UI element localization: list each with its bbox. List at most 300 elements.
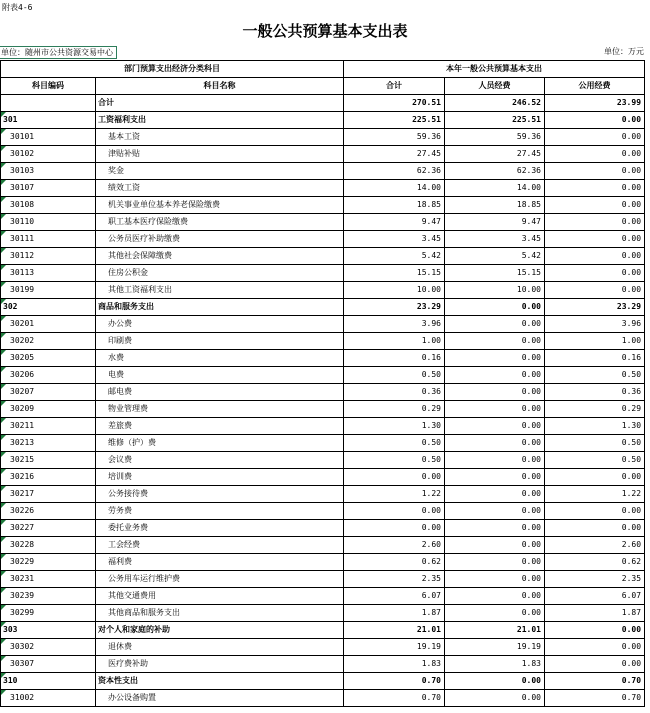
name-cell[interactable]: [96, 469, 344, 486]
public-cell[interactable]: [545, 639, 645, 656]
cell-text: 30307: [10, 659, 35, 668]
total-cell[interactable]: [344, 673, 445, 690]
name-cell[interactable]: [96, 180, 344, 197]
public-cell[interactable]: [545, 146, 645, 163]
name-cell[interactable]: [96, 384, 344, 401]
cell-marker-icon: [1, 571, 6, 576]
personnel-cell[interactable]: [445, 231, 545, 248]
code-cell[interactable]: [1, 520, 96, 537]
public-cell[interactable]: [545, 95, 645, 112]
personnel-cell[interactable]: [445, 350, 545, 367]
table-row: [1, 656, 645, 673]
total-cell[interactable]: [344, 435, 445, 452]
public-cell[interactable]: [545, 333, 645, 350]
cell-text: 其他交通费用: [108, 591, 156, 600]
cell-text: 62.36: [416, 166, 441, 175]
personnel-cell[interactable]: [445, 146, 545, 163]
personnel-cell[interactable]: [445, 95, 545, 112]
public-cell[interactable]: [545, 112, 645, 129]
code-cell[interactable]: [1, 537, 96, 554]
personnel-cell[interactable]: [445, 248, 545, 265]
attachment-label: 附表4-6: [2, 3, 33, 12]
name-cell[interactable]: [96, 418, 344, 435]
name-cell[interactable]: [96, 197, 344, 214]
unit-name-cell[interactable]: 单位：随州市公共资源交易中心: [0, 46, 117, 59]
name-cell[interactable]: [96, 622, 344, 639]
total-cell[interactable]: [344, 656, 445, 673]
personnel-cell[interactable]: [445, 401, 545, 418]
name-cell[interactable]: [96, 265, 344, 282]
personnel-cell[interactable]: [445, 333, 545, 350]
column-header-code: 科目编码: [1, 78, 96, 95]
code-cell[interactable]: [1, 588, 96, 605]
total-cell[interactable]: [344, 418, 445, 435]
cell-text: 0.00: [521, 676, 541, 685]
table-row: [1, 231, 645, 248]
total-cell[interactable]: [344, 350, 445, 367]
name-cell[interactable]: [96, 554, 344, 571]
total-cell[interactable]: [344, 571, 445, 588]
table-row: [1, 486, 645, 503]
code-cell[interactable]: [1, 452, 96, 469]
table-row: [1, 520, 645, 537]
cell-text: 1.00: [621, 336, 642, 345]
public-cell[interactable]: [545, 469, 645, 486]
name-cell[interactable]: [96, 112, 344, 129]
cell-text: 23.29: [616, 302, 642, 311]
public-cell[interactable]: [545, 554, 645, 571]
cell-text: 5.42: [521, 251, 541, 260]
cell-text: 30302: [10, 642, 35, 651]
cell-text: 27.45: [516, 149, 541, 158]
cell-text: 0.00: [521, 523, 541, 532]
cell-text: 物业管理费: [108, 404, 148, 413]
public-cell[interactable]: [545, 588, 645, 605]
cell-text: 机关事业单位基本养老保险缴费: [108, 200, 220, 209]
personnel-cell[interactable]: [445, 656, 545, 673]
cell-text: 绩效工资: [108, 183, 140, 192]
cell-text: 维修（护）费: [108, 438, 156, 447]
cell-text: 水费: [108, 353, 124, 362]
cell-text: 0.16: [621, 353, 642, 362]
cell-text: 30111: [10, 234, 35, 243]
code-cell[interactable]: [1, 197, 96, 214]
table-row: [1, 146, 645, 163]
total-cell[interactable]: [344, 265, 445, 282]
cell-text: 0.00: [621, 659, 642, 668]
personnel-cell[interactable]: [445, 588, 545, 605]
cell-text: 0.00: [521, 404, 541, 413]
cell-text: 30209: [10, 404, 35, 413]
public-cell[interactable]: [545, 503, 645, 520]
cell-text: 1.30: [621, 421, 642, 430]
total-cell[interactable]: [344, 333, 445, 350]
name-cell[interactable]: [96, 656, 344, 673]
table-row: [1, 605, 645, 622]
public-cell[interactable]: [545, 656, 645, 673]
name-cell[interactable]: [96, 537, 344, 554]
public-cell[interactable]: [545, 248, 645, 265]
cell-text: 0.00: [621, 506, 642, 515]
personnel-cell[interactable]: [445, 639, 545, 656]
name-cell[interactable]: [96, 95, 344, 112]
cell-text: 1.87: [421, 608, 441, 617]
public-cell[interactable]: [545, 299, 645, 316]
code-cell[interactable]: [1, 265, 96, 282]
public-cell[interactable]: [545, 350, 645, 367]
table-row: [1, 316, 645, 333]
code-cell[interactable]: [1, 214, 96, 231]
cell-text: 0.00: [421, 506, 441, 515]
total-cell[interactable]: [344, 146, 445, 163]
name-cell[interactable]: [96, 163, 344, 180]
name-cell[interactable]: [96, 401, 344, 418]
code-cell[interactable]: [1, 622, 96, 639]
cell-text: 0.50: [621, 370, 642, 379]
name-cell[interactable]: [96, 588, 344, 605]
total-cell[interactable]: [344, 299, 445, 316]
cell-text: 0.00: [621, 217, 642, 226]
total-cell[interactable]: [344, 112, 445, 129]
total-cell[interactable]: [344, 231, 445, 248]
personnel-cell[interactable]: [445, 384, 545, 401]
table-row: [1, 537, 645, 554]
cell-text: 30239: [10, 591, 35, 600]
personnel-cell[interactable]: [445, 197, 545, 214]
cell-text: 退休费: [108, 642, 132, 651]
cell-text: 0.00: [521, 370, 541, 379]
code-cell[interactable]: [1, 673, 96, 690]
public-cell[interactable]: [545, 452, 645, 469]
code-cell[interactable]: [1, 503, 96, 520]
total-cell[interactable]: [344, 367, 445, 384]
code-cell[interactable]: [1, 248, 96, 265]
public-cell[interactable]: [545, 214, 645, 231]
code-cell[interactable]: [1, 333, 96, 350]
personnel-cell[interactable]: [445, 537, 545, 554]
cell-text: 0.70: [621, 676, 642, 685]
public-cell[interactable]: [545, 282, 645, 299]
code-cell[interactable]: [1, 350, 96, 367]
table-row: [1, 452, 645, 469]
name-cell[interactable]: [96, 333, 344, 350]
public-cell[interactable]: [545, 690, 645, 707]
code-cell[interactable]: [1, 690, 96, 707]
cell-marker-icon: [1, 537, 6, 542]
total-cell[interactable]: [344, 214, 445, 231]
name-cell[interactable]: [96, 571, 344, 588]
cell-text: 30299: [10, 608, 35, 617]
cell-text: 30213: [10, 438, 35, 447]
cell-text: 0.50: [421, 438, 441, 447]
name-cell[interactable]: [96, 452, 344, 469]
table-row: [1, 282, 645, 299]
code-cell[interactable]: [1, 639, 96, 656]
cell-text: 30215: [10, 455, 35, 464]
name-cell[interactable]: [96, 367, 344, 384]
public-cell[interactable]: [545, 520, 645, 537]
total-cell[interactable]: [344, 282, 445, 299]
cell-text: 商品和服务支出: [98, 302, 154, 311]
name-cell[interactable]: [96, 673, 344, 690]
cell-text: 0.00: [521, 438, 541, 447]
public-cell[interactable]: [545, 418, 645, 435]
personnel-cell[interactable]: [445, 520, 545, 537]
cell-text: 3.45: [521, 234, 541, 243]
personnel-cell[interactable]: [445, 163, 545, 180]
code-cell[interactable]: [1, 554, 96, 571]
personnel-cell[interactable]: [445, 452, 545, 469]
cell-text: 18.85: [516, 200, 541, 209]
name-cell[interactable]: [96, 316, 344, 333]
total-cell[interactable]: [344, 452, 445, 469]
personnel-cell[interactable]: [445, 571, 545, 588]
cell-text: 30103: [10, 166, 35, 175]
public-cell[interactable]: [545, 367, 645, 384]
personnel-cell[interactable]: [445, 605, 545, 622]
personnel-cell[interactable]: [445, 690, 545, 707]
cell-text: 对个人和家庭的补助: [98, 625, 170, 634]
cell-text: 30227: [10, 523, 35, 532]
code-cell[interactable]: [1, 435, 96, 452]
cell-text: 0.00: [521, 591, 541, 600]
cell-text: 6.07: [621, 591, 642, 600]
cell-text: 30205: [10, 353, 35, 362]
cell-text: 0.00: [621, 234, 642, 243]
public-cell[interactable]: [545, 384, 645, 401]
public-cell[interactable]: [545, 537, 645, 554]
cell-text: 0.00: [521, 319, 541, 328]
cell-text: 18.85: [416, 200, 441, 209]
expenditure-table: [0, 60, 645, 707]
name-cell[interactable]: [96, 282, 344, 299]
cell-text: 津贴补贴: [108, 149, 140, 158]
name-cell[interactable]: [96, 520, 344, 537]
personnel-cell[interactable]: [445, 180, 545, 197]
cell-marker-icon: [1, 418, 6, 423]
code-cell[interactable]: [1, 571, 96, 588]
cell-text: 0.00: [621, 523, 642, 532]
personnel-cell[interactable]: [445, 129, 545, 146]
total-cell[interactable]: [344, 588, 445, 605]
cell-text: 0.62: [421, 557, 441, 566]
cell-marker-icon: [1, 673, 6, 678]
total-cell[interactable]: [344, 401, 445, 418]
table-row: [1, 129, 645, 146]
cell-text: 0.00: [621, 149, 642, 158]
public-cell[interactable]: [545, 571, 645, 588]
cell-text: 其他商品和服务支出: [108, 608, 180, 617]
public-cell[interactable]: [545, 163, 645, 180]
cell-text: 0.50: [621, 438, 642, 447]
expenditure-table-wrap: [0, 60, 644, 707]
cell-text: 住房公积金: [108, 268, 148, 277]
cell-text: 0.00: [621, 625, 642, 634]
cell-text: 0.00: [621, 115, 642, 124]
cell-text: 30102: [10, 149, 35, 158]
cell-text: 30216: [10, 472, 35, 481]
cell-text: 0.00: [521, 455, 541, 464]
total-cell[interactable]: [344, 163, 445, 180]
name-cell[interactable]: [96, 231, 344, 248]
personnel-cell[interactable]: [445, 112, 545, 129]
total-cell[interactable]: [344, 503, 445, 520]
total-cell[interactable]: [344, 197, 445, 214]
cell-marker-icon: [1, 401, 6, 406]
cell-text: 301: [3, 115, 18, 124]
name-cell[interactable]: [96, 435, 344, 452]
name-cell[interactable]: [96, 129, 344, 146]
cell-text: 1.87: [621, 608, 642, 617]
personnel-cell[interactable]: [445, 214, 545, 231]
cell-text: 30228: [10, 540, 35, 549]
personnel-cell[interactable]: [445, 673, 545, 690]
name-cell[interactable]: [96, 690, 344, 707]
cell-marker-icon: [1, 503, 6, 508]
name-cell[interactable]: [96, 486, 344, 503]
cell-text: 1.83: [521, 659, 541, 668]
total-cell[interactable]: [344, 486, 445, 503]
total-cell[interactable]: [344, 554, 445, 571]
code-cell[interactable]: [1, 418, 96, 435]
code-cell[interactable]: [1, 282, 96, 299]
cell-text: 30199: [10, 285, 35, 294]
personnel-cell[interactable]: [445, 554, 545, 571]
total-cell[interactable]: [344, 639, 445, 656]
personnel-cell[interactable]: [445, 316, 545, 333]
total-cell[interactable]: [344, 316, 445, 333]
personnel-cell[interactable]: [445, 282, 545, 299]
total-cell[interactable]: [344, 180, 445, 197]
name-cell[interactable]: [96, 299, 344, 316]
code-cell[interactable]: [1, 656, 96, 673]
public-cell[interactable]: [545, 605, 645, 622]
total-cell[interactable]: [344, 129, 445, 146]
name-cell[interactable]: [96, 248, 344, 265]
cell-text: 1.22: [621, 489, 642, 498]
cell-text: 医疗费补助: [108, 659, 148, 668]
total-cell[interactable]: [344, 248, 445, 265]
cell-marker-icon: [1, 588, 6, 593]
table-row: [1, 571, 645, 588]
public-cell[interactable]: [545, 622, 645, 639]
personnel-cell[interactable]: [445, 367, 545, 384]
name-cell[interactable]: [96, 350, 344, 367]
total-cell[interactable]: [344, 690, 445, 707]
public-cell[interactable]: [545, 435, 645, 452]
code-cell[interactable]: [1, 231, 96, 248]
code-cell[interactable]: [1, 112, 96, 129]
code-cell[interactable]: [1, 605, 96, 622]
personnel-cell[interactable]: [445, 503, 545, 520]
name-cell[interactable]: [96, 639, 344, 656]
cell-text: 9.47: [421, 217, 441, 226]
cell-text: 30107: [10, 183, 35, 192]
personnel-cell[interactable]: [445, 265, 545, 282]
group-header-expenditure: 本年一般公共预算基本支出: [344, 61, 645, 78]
table-row: [1, 554, 645, 571]
personnel-cell[interactable]: [445, 418, 545, 435]
cell-text: 办公费: [108, 319, 132, 328]
public-cell[interactable]: [545, 180, 645, 197]
name-cell[interactable]: [96, 503, 344, 520]
personnel-cell[interactable]: [445, 486, 545, 503]
cell-text: 1.22: [421, 489, 441, 498]
public-cell[interactable]: [545, 197, 645, 214]
cell-text: 0.70: [421, 676, 441, 685]
cell-text: 公务用车运行维护费: [108, 574, 180, 583]
code-cell[interactable]: [1, 180, 96, 197]
code-cell[interactable]: [1, 469, 96, 486]
total-cell[interactable]: [344, 605, 445, 622]
code-cell[interactable]: [1, 384, 96, 401]
cell-text: 0.00: [621, 268, 642, 277]
table-row: [1, 180, 645, 197]
public-cell[interactable]: [545, 486, 645, 503]
public-cell[interactable]: [545, 231, 645, 248]
cell-text: 303: [3, 625, 18, 634]
cell-marker-icon: [1, 554, 6, 559]
cell-text: 23.99: [616, 98, 642, 107]
code-cell[interactable]: [1, 299, 96, 316]
cell-text: 0.00: [621, 285, 642, 294]
public-cell[interactable]: [545, 265, 645, 282]
cell-text: 0.00: [521, 574, 541, 583]
code-cell[interactable]: [1, 163, 96, 180]
code-cell[interactable]: [1, 129, 96, 146]
cell-text: 59.36: [516, 132, 541, 141]
code-cell[interactable]: [1, 486, 96, 503]
personnel-cell[interactable]: [445, 622, 545, 639]
total-cell[interactable]: [344, 469, 445, 486]
cell-text: 0.36: [621, 387, 642, 396]
public-cell[interactable]: [545, 673, 645, 690]
cell-text: 225.51: [512, 115, 541, 124]
personnel-cell[interactable]: [445, 435, 545, 452]
total-row: [1, 95, 645, 112]
personnel-cell[interactable]: [445, 469, 545, 486]
code-cell[interactable]: [1, 367, 96, 384]
cell-text: 30207: [10, 387, 35, 396]
cell-text: 基本工资: [108, 132, 140, 141]
cell-marker-icon: [1, 333, 6, 338]
total-cell[interactable]: [344, 622, 445, 639]
name-cell[interactable]: [96, 146, 344, 163]
cell-text: 1.00: [421, 336, 441, 345]
cell-text: 1.30: [421, 421, 441, 430]
cell-text: 公务员医疗补助缴费: [108, 234, 180, 243]
public-cell[interactable]: [545, 129, 645, 146]
total-cell[interactable]: [344, 537, 445, 554]
total-cell[interactable]: [344, 384, 445, 401]
cell-text: 0.29: [421, 404, 441, 413]
name-cell[interactable]: [96, 605, 344, 622]
public-cell[interactable]: [545, 316, 645, 333]
name-cell[interactable]: [96, 214, 344, 231]
public-cell[interactable]: [545, 401, 645, 418]
total-cell[interactable]: [344, 95, 445, 112]
cell-text: 0.00: [521, 608, 541, 617]
cell-text: 3.96: [421, 319, 441, 328]
code-cell[interactable]: [1, 146, 96, 163]
total-cell[interactable]: [344, 520, 445, 537]
cell-text: 10.00: [516, 285, 541, 294]
personnel-cell[interactable]: [445, 299, 545, 316]
code-cell[interactable]: [1, 401, 96, 418]
cell-text: 30211: [10, 421, 35, 430]
code-cell[interactable]: [1, 95, 96, 112]
code-cell[interactable]: [1, 316, 96, 333]
